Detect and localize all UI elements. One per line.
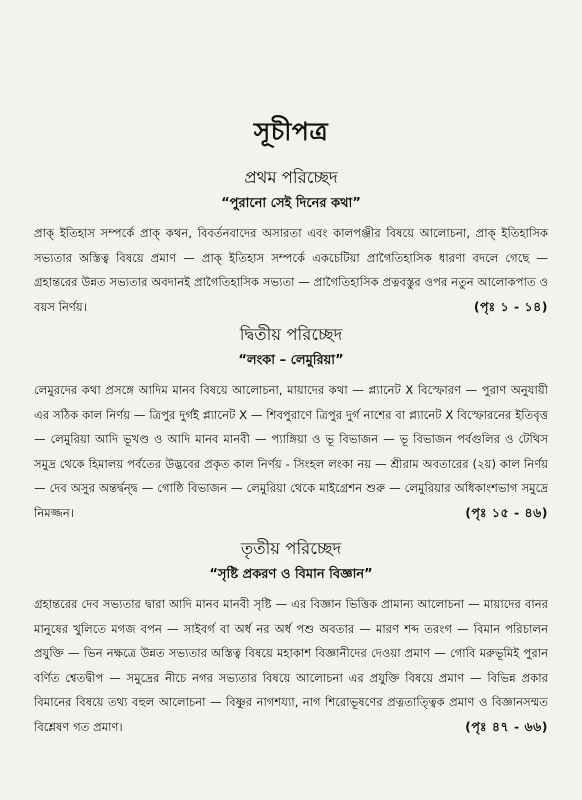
chapter-3 [0, 536, 582, 739]
chapter-heading: দ্বিতীয় পরিচ্ছেদ [239, 325, 343, 344]
chapter-heading: প্রথম পরিচ্ছেদ [244, 168, 338, 187]
chapter-summary [34, 378, 548, 525]
page-range: ( পৃঃ ১ - ১৪ ) [474, 295, 548, 320]
chapter-1 [0, 165, 582, 319]
chapter-subtitle: “লংকা – লেমুরিয়া” [238, 353, 344, 368]
chapter-heading: তৃতীয় পরিচ্ছেদ [240, 539, 342, 558]
chapter-subtitle: “পুরানো সেই দিনের কথা” [221, 196, 361, 211]
chapter-2 [0, 322, 582, 525]
chapter-summary [34, 221, 548, 319]
chapter-subtitle: “সৃষ্টি প্রকরণ ও বিমান বিজ্ঞান” [209, 567, 373, 582]
page-title: সূচীপত্র [253, 117, 329, 146]
page-range: ( পৃঃ ১৫ - ৪৬ ) [465, 501, 548, 526]
chapter-summary-text: প্রাক্ ইতিহাস সম্পর্কে প্রাক্ কথন, বিবর্তনবাদের অসারতা এবং কালপঞ্জীর বিষয়ে আলোচনা, প্রাক্ ইতিহাসিক সভ্যতার অস্তিত্ব বিষয়ে প্রমাণ — প্রাক্ ইতিহাস সম্পর্কে একচেটিয়া প্রাগৈতিহাসিক ধারণা বদলে গেছে — গ্রহান্তরের উন্নত সভ্যতার অবদানই প্রাগৈতিহাসিক সভ্যতা — প্রাগৈতিহাসিক প্রত্নবস্তুর ওপর নতুন আলোকপাত ও বয়স নির্ণয়। [34, 226, 548, 314]
chapter-summary-text: লেমুরদের কথা প্রসঙ্গে আদিম মানব বিষয়ে আলোচনা, মায়াদের কথা — প্ল্যানেট X বিস্ফোরণ — পুরাণ অনুযায়ী এর সঠিক কাল নির্ণয় — ত্রিপুর দুর্গই প্ল্যানেট X — শিবপুরাণে ত্রিপুর দুর্গ নাশের বা প্ল্যানেট X বিস্ফোরনের ইতিবৃত্ত — লেমুরিয়া আদি ভূখণ্ড ও আদি মানব মানবী — প্যাঙ্গিয়া ও ভূ বিভাজন — ভূ বিভাজন পর্বগুলির ও টেথিস সমুদ্র থেকে হিমালয় পর্বতের উদ্ভবের প্রকৃত কাল নির্ণয় - সিংহল লংকা নয় — শ্রীরাম অবতারের (২য়) কাল নির্ণয় — দেব অসুর অন্তর্দ্বন্দ্ব — গোষ্ঠি বিভাজন — লেমুরিয়া থেকে মাইগ্রেশন শুরু — লেমুরিয়ার অধিকাংশভাগ সমুদ্রে নিমজ্জন। [34, 383, 548, 520]
chapter-summary [34, 592, 548, 739]
page-range: ( পৃঃ ৪৭ - ৬৬ ) [465, 715, 548, 740]
chapter-summary-text: গ্রহান্তরের দেব সভ্যতার দ্বারা আদি মানব মানবী সৃষ্টি — এর বিজ্ঞান ভিত্তিক প্রামান্য আলোচনা — মায়াদের বানর মানুষের খুলিতে মগজ বপন — সাইবর্গ বা অর্ধ নর অর্ধ পশু অবতার — মারণ শব্দ তরংগ — বিমান পরিচালন প্রযুক্তি — ভিন নক্ষত্রে উন্নত সভ্যতার অস্তিত্ব বিষয়ে মহাকাশ বিজ্ঞানীদের দেওয়া প্রমাণ — গোবি মরুভূমিই পুরান বর্ণিত শ্বেতদ্বীপ — সমুদ্রের নীচে নগর সভ্যতার বিষয়ে আলোচনা এর প্রযুক্তি বিষয়ে প্রমাণ — বিভিন্ন প্রকার বিমানের বিষয়ে তথ্য বহুল আলোচনা — বিষ্ণুর নাগশয্যা, নাগ শিরোভূষণের প্রত্নতাত্ত্বিক প্রমাণ ও বিজ্ঞানসম্মত বিশ্লেষণ গত প্রমাণ। [34, 597, 548, 734]
